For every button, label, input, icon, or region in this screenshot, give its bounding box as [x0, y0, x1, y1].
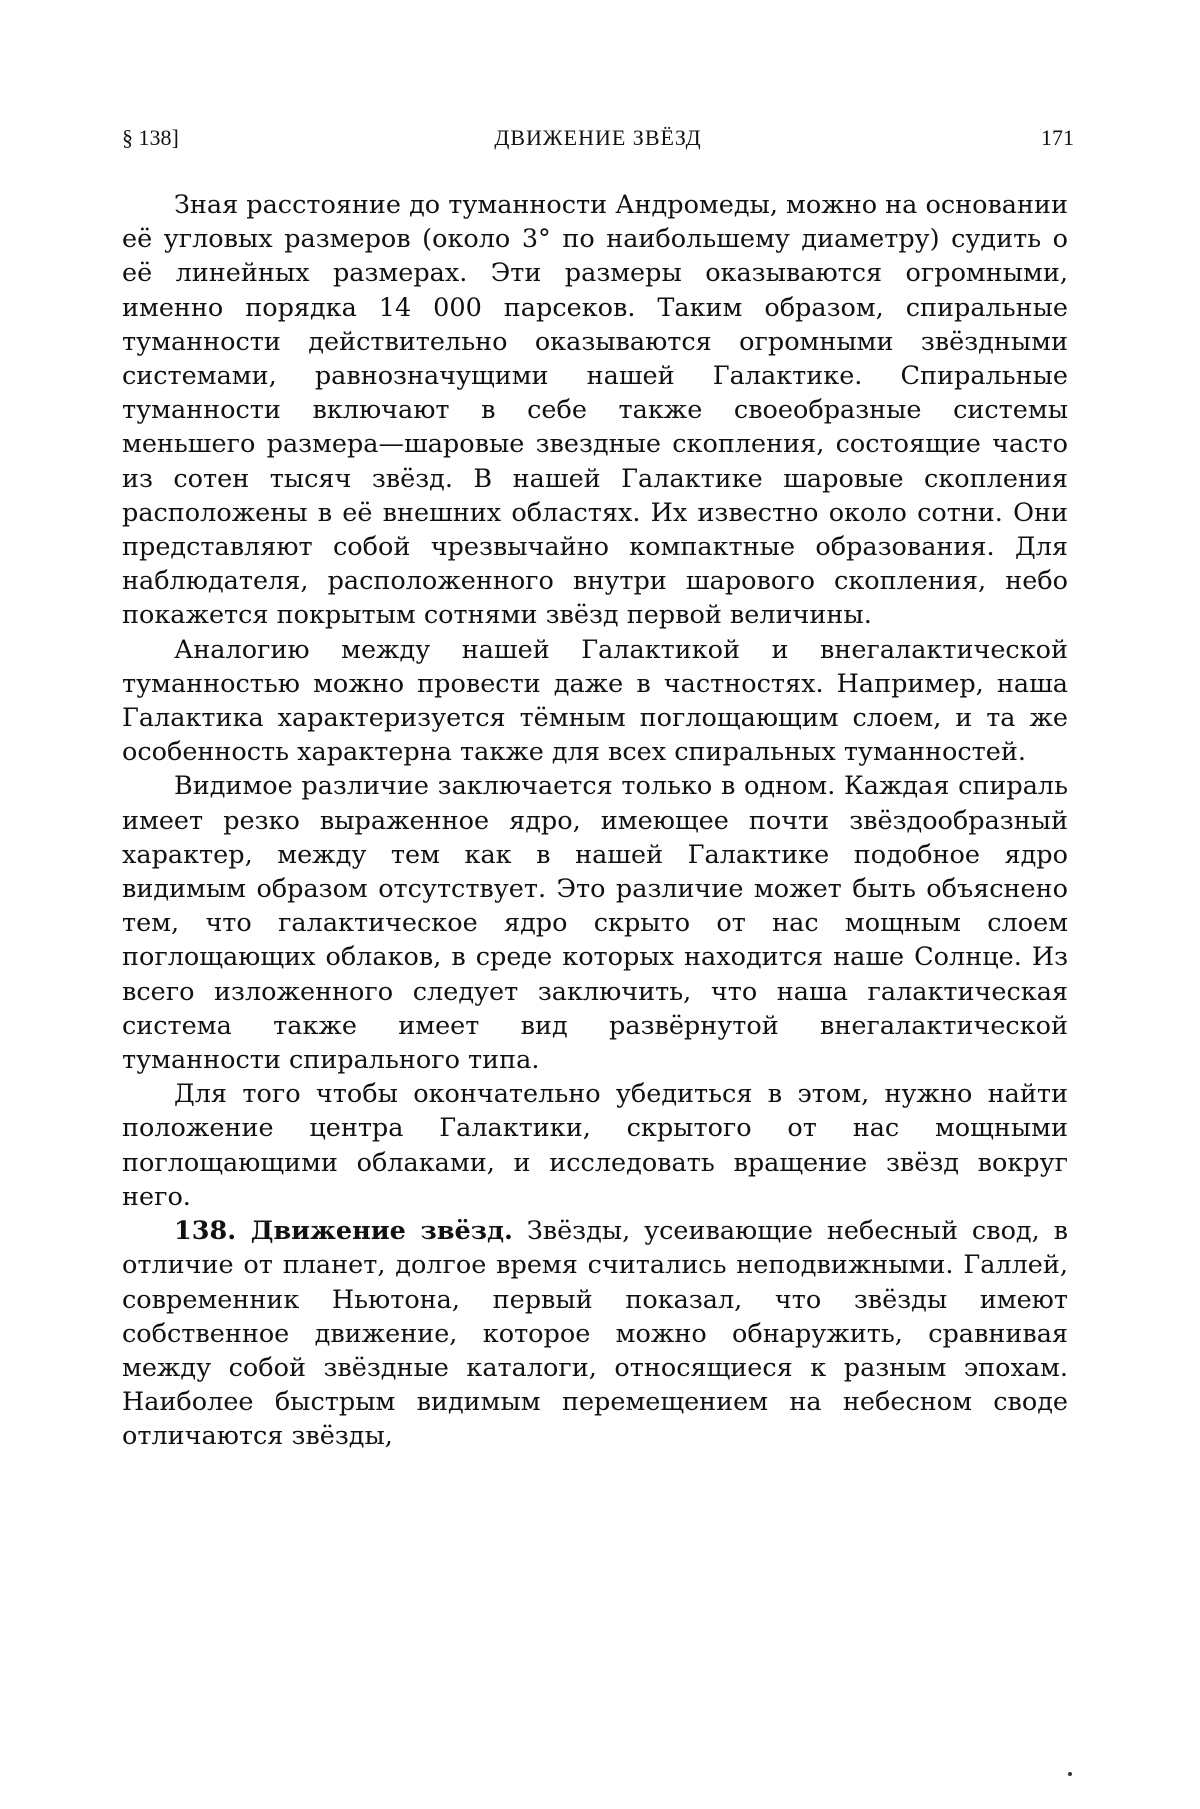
section-reference: § 138] — [122, 125, 179, 150]
paragraph-galaxy-analogy: Аналогию между нашей Галактикой и внегалактической туманностью можно провести даже в частностях. Например, наша Галактика характеризуется тёмным поглощающим слоем, и та же особенность характерна также для всех спиральных туманностей. — [122, 634, 1068, 768]
paragraph-galactic-center: Для того чтобы окончательно убедиться в этом, нужно найти положение центра Галактики, скрытого от нас мощными поглощающими облаками, и исследовать вращение звёзд вокруг него. — [122, 1079, 1068, 1212]
scan-speck — [1068, 1772, 1072, 1776]
paragraph-andromeda-size: Зная расстояние до туманности Андромеды, можно на основании её угловых размеров (около 3° по наибольшему диаметру) судить о её линейных размерах. Эти размеры оказываются огромными, именно порядка 14 000 парсеков. Таким образом, спиральные туманности действительно оказываются огромными звёздными системами, равнозначущими нашей Галактике. Спиральные туманности включают в себе также своеобразные системы меньшего размера—шаровые звездные скопления, состоящие часто из сотен тысяч звёзд. В нашей Галактике шаровые скопления расположены в её внешних областях. Их известно около сотни. Они представляют собой чрезвычайно компактные образования. Для наблюдателя, расположенного внутри шарового скопления, небо покажется покрытым сотнями звёзд первой величины. — [122, 190, 1068, 631]
paragraph-visible-difference: Видимое различие заключается только в одном. Каждая спираль имеет резко выраженное ядро, имеющее почти звёздообразный характер, между тем как в нашей Галактике подобное ядро видимым образом отсутствует. Это различие может быть объяснено тем, что галактическое ядро скрыто от нас мощным слоем поглощающих облаков, в среде которых находится наше Солнце. Из всего изложенного следует заключить, что наша галактическая система также имеет вид развёрнутой внегалактической туманности спирального типа. — [122, 771, 1068, 1076]
page-number: 171 — [1041, 125, 1074, 150]
running-title: ДВИЖЕНИЕ ЗВЁЗД — [494, 125, 702, 150]
section-138-text: Звёзды, усеивающие небесный свод, в отличие от планет, долгое время считались неподвижными. Галлей, современник Ньютона, первый показал, что звёзды имеют собственное движение, которое можно обнаружить, сравнивая между собой звёздные каталоги, относящиеся к разным эпохам. Наиболее быстрым видимым перемещением на небесном своде отличаются звёзды, — [122, 1216, 1068, 1452]
paragraph-section-138 — [122, 1214, 1068, 1453]
section-heading: 138. Движение звёзд. — [174, 1216, 513, 1247]
body-text — [122, 188, 1068, 1454]
running-head — [122, 122, 1074, 154]
